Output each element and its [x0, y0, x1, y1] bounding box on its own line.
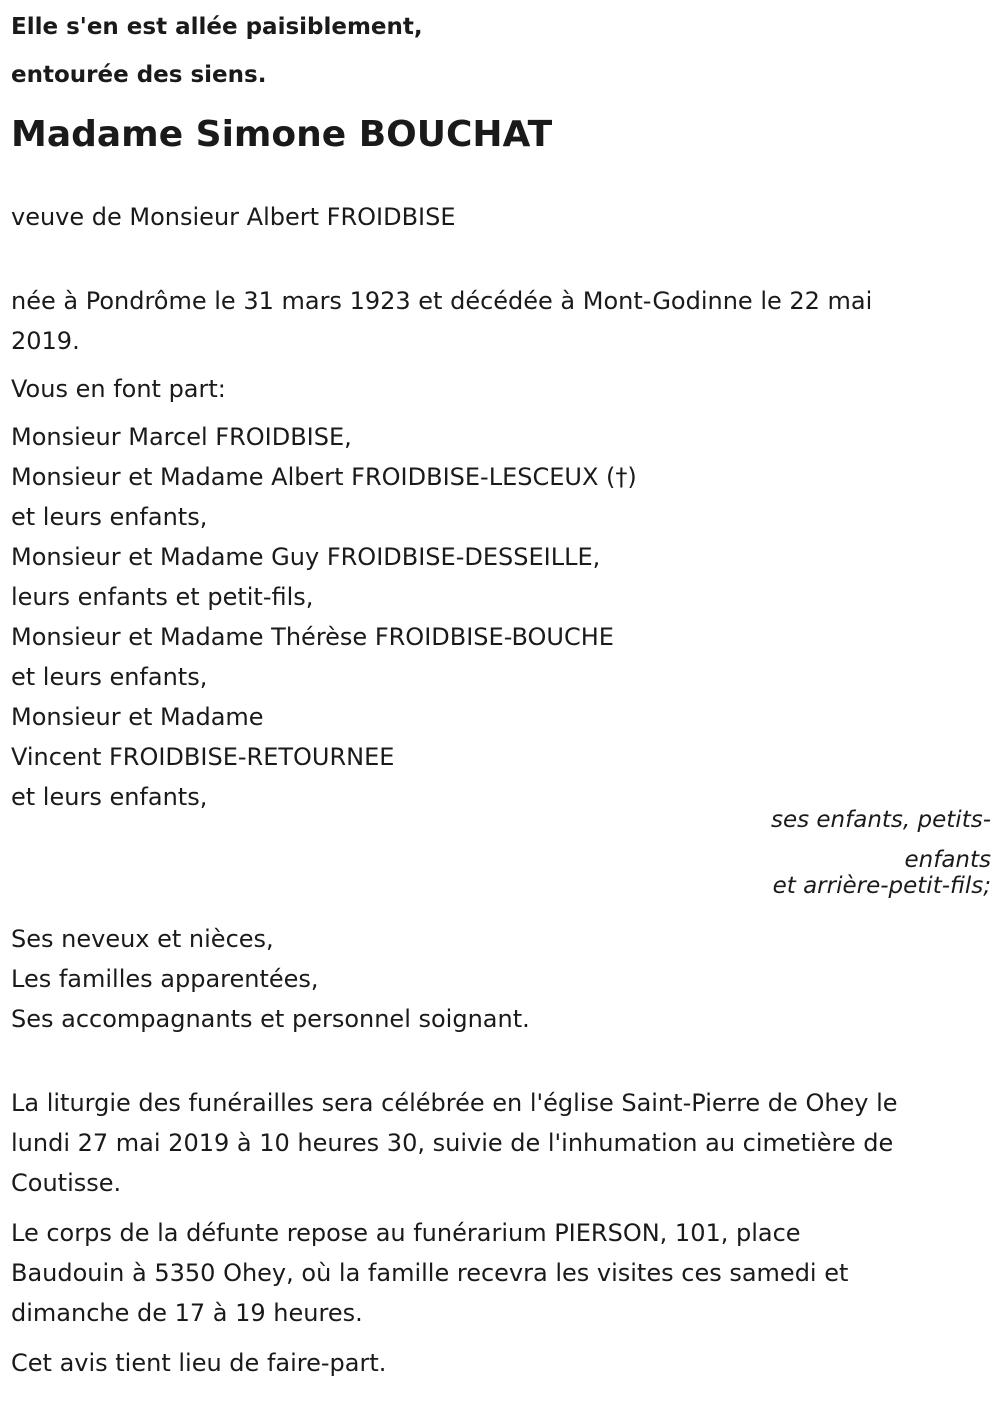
- family-line: et leurs enfants,: [11, 503, 208, 531]
- family-line: leurs enfants et petit-fils,: [11, 583, 314, 611]
- family-summary-line-3: et arrière-petit-fils;: [772, 873, 991, 899]
- announcement-line: Vous en font part:: [11, 375, 226, 403]
- rest-line-3: dimanche de 17 à 19 heures.: [11, 1299, 363, 1327]
- family-summary-line-1: ses enfants, petits-: [770, 807, 991, 833]
- liturgy-line-1: La liturgie des funérailles sera célébrée en l'église Saint-Pierre de Ohey le: [11, 1089, 898, 1117]
- obituary-notice: [11, 0, 991, 1383]
- others-line: Ses neveux et nièces,: [11, 925, 274, 953]
- family-line: Monsieur Marcel FROIDBISE,: [11, 423, 352, 451]
- rest-line-1: Le corps de la défunte repose au funérarium PIERSON, 101, place: [11, 1219, 801, 1247]
- closing-line: Cet avis tient lieu de faire-part.: [11, 1349, 387, 1377]
- birth-death-block: [11, 281, 991, 361]
- family-summary-line-2: enfants: [904, 847, 991, 873]
- liturgy-paragraph: [11, 1083, 991, 1203]
- others-list: [11, 919, 991, 1039]
- family-list: [11, 417, 991, 817]
- rest-paragraph: [11, 1213, 991, 1333]
- family-line: Vincent FROIDBISE-RETOURNEE: [11, 743, 395, 771]
- family-summary: [751, 807, 991, 899]
- deceased-name: Madame Simone BOUCHAT: [11, 114, 553, 155]
- family-line: Monsieur et Madame Guy FROIDBISE-DESSEILLE,: [11, 543, 601, 571]
- family-line: Monsieur et Madame Thérèse FROIDBISE-BOUCHE: [11, 623, 614, 651]
- others-line: Les familles apparentées,: [11, 965, 319, 993]
- liturgy-line-3: Coutisse.: [11, 1169, 122, 1197]
- intro-line-1: Elle s'en est allée paisiblement,: [11, 14, 423, 40]
- birth-death-line-1: née à Pondrôme le 31 mars 1923 et décédée à Mont-Godinne le 22 mai: [11, 287, 873, 315]
- family-line: Monsieur et Madame Albert FROIDBISE-LESCEUX (†): [11, 463, 637, 491]
- others-line: Ses accompagnants et personnel soignant.: [11, 1005, 530, 1033]
- rest-line-2: Baudouin à 5350 Ohey, où la famille recevra les visites ces samedi et: [11, 1259, 849, 1287]
- liturgy-line-2: lundi 27 mai 2019 à 10 heures 30, suivie de l'inhumation au cimetière de: [11, 1129, 894, 1157]
- intro-block: [11, 3, 991, 99]
- family-line: Monsieur et Madame: [11, 703, 264, 731]
- spouse-line: veuve de Monsieur Albert FROIDBISE: [11, 203, 456, 231]
- birth-death-line-2: 2019.: [11, 327, 80, 355]
- family-line: et leurs enfants,: [11, 663, 208, 691]
- family-line: et leurs enfants,: [11, 783, 208, 811]
- intro-line-2: entourée des siens.: [11, 62, 267, 88]
